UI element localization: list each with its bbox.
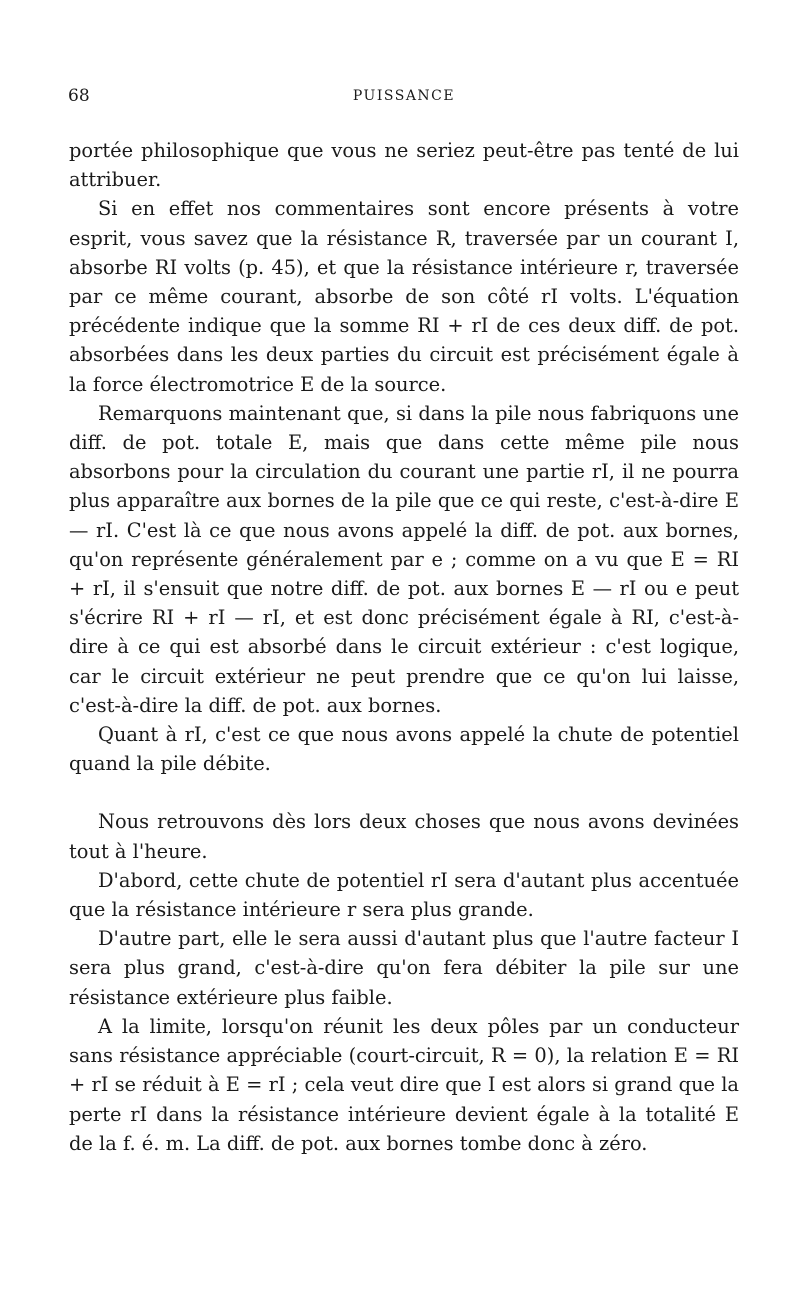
paragraph-chute-potentiel: Quant à rI, c'est ce que nous avons appelé la chute de potentiel quand la pile débite. — [69, 723, 739, 776]
paragraph-dabord: D'abord, cette chute de potentiel rI sera d'autant plus accentuée que la résistance intérieure r sera plus grande. — [69, 868, 739, 922]
body-text — [69, 136, 739, 1158]
paragraph-dautre-part: D'autre part, elle le sera aussi d'autant plus que l'autre facteur I sera plus grand, c'est-à-dire qu'on fera débiter la pile sur une résistance extérieure plus faible. — [69, 927, 739, 1009]
paragraph-court-circuit: A la limite, lorsqu'on réunit les deux pôles par un conducteur sans résistance appréciable (court-circuit, R = 0), la relation E = RI + rI se réduit à E = rI ; cela veut dire que I est alors si grand que la perte rI dans la résistance intérieure devient égale à la totalité E de la f. é. m. La diff. de pot. aux bornes tombe donc à zéro. — [69, 1014, 739, 1155]
page-header — [68, 86, 740, 116]
paragraph-deux-choses: Nous retrouvons dès lors deux choses que nous avons devinées tout à l'heure. — [69, 810, 739, 863]
paragraph-resistances: Si en effet nos commentaires sont encore présents à votre esprit, vous savez que la résistance R, traversée par un courant I, absorbe RI volts (p. 45), et que la résistance intérieure r, traversée par ce même courant, absorbe de son côté rI volts. L'équation précédente indique que la somme RI + rI de ces deux diff. de pot. absorbées dans les deux parties du circuit est précisément égale à la force électromotrice E de la source. — [69, 197, 739, 396]
paragraph-diff-pot-bornes: Remarquons maintenant que, si dans la pile nous fabriquons une diff. de pot. totale E, mais que dans cette même pile nous absorbons pour la circulation du courant une partie rI, il ne pourra plus apparaître aux bornes de la pile que ce qui reste, c'est-à-dire E — rI. C'est là ce que nous avons appelé la diff. de pot. aux bornes, qu'on représente généralement par e ; comme on a vu que E = RI + rI, il s'ensuit que notre diff. de pot. aux bornes E — rI ou e peut s'écrire RI + rI — rI, et est donc précisément égale à RI, c'est-à-dire à ce qui est absorbé dans le circuit extérieur : c'est logique, car le circuit extérieur ne peut prendre que ce qu'on lui laisse, c'est-à-dire la diff. de pot. aux bornes. — [69, 401, 739, 717]
paragraph-continuation: portée philosophique que vous ne seriez peut-être pas tenté de lui attribuer. — [69, 139, 739, 192]
section-gap — [69, 778, 739, 807]
running-head: PUISSANCE — [352, 88, 456, 104]
page-number: 68 — [68, 86, 90, 106]
